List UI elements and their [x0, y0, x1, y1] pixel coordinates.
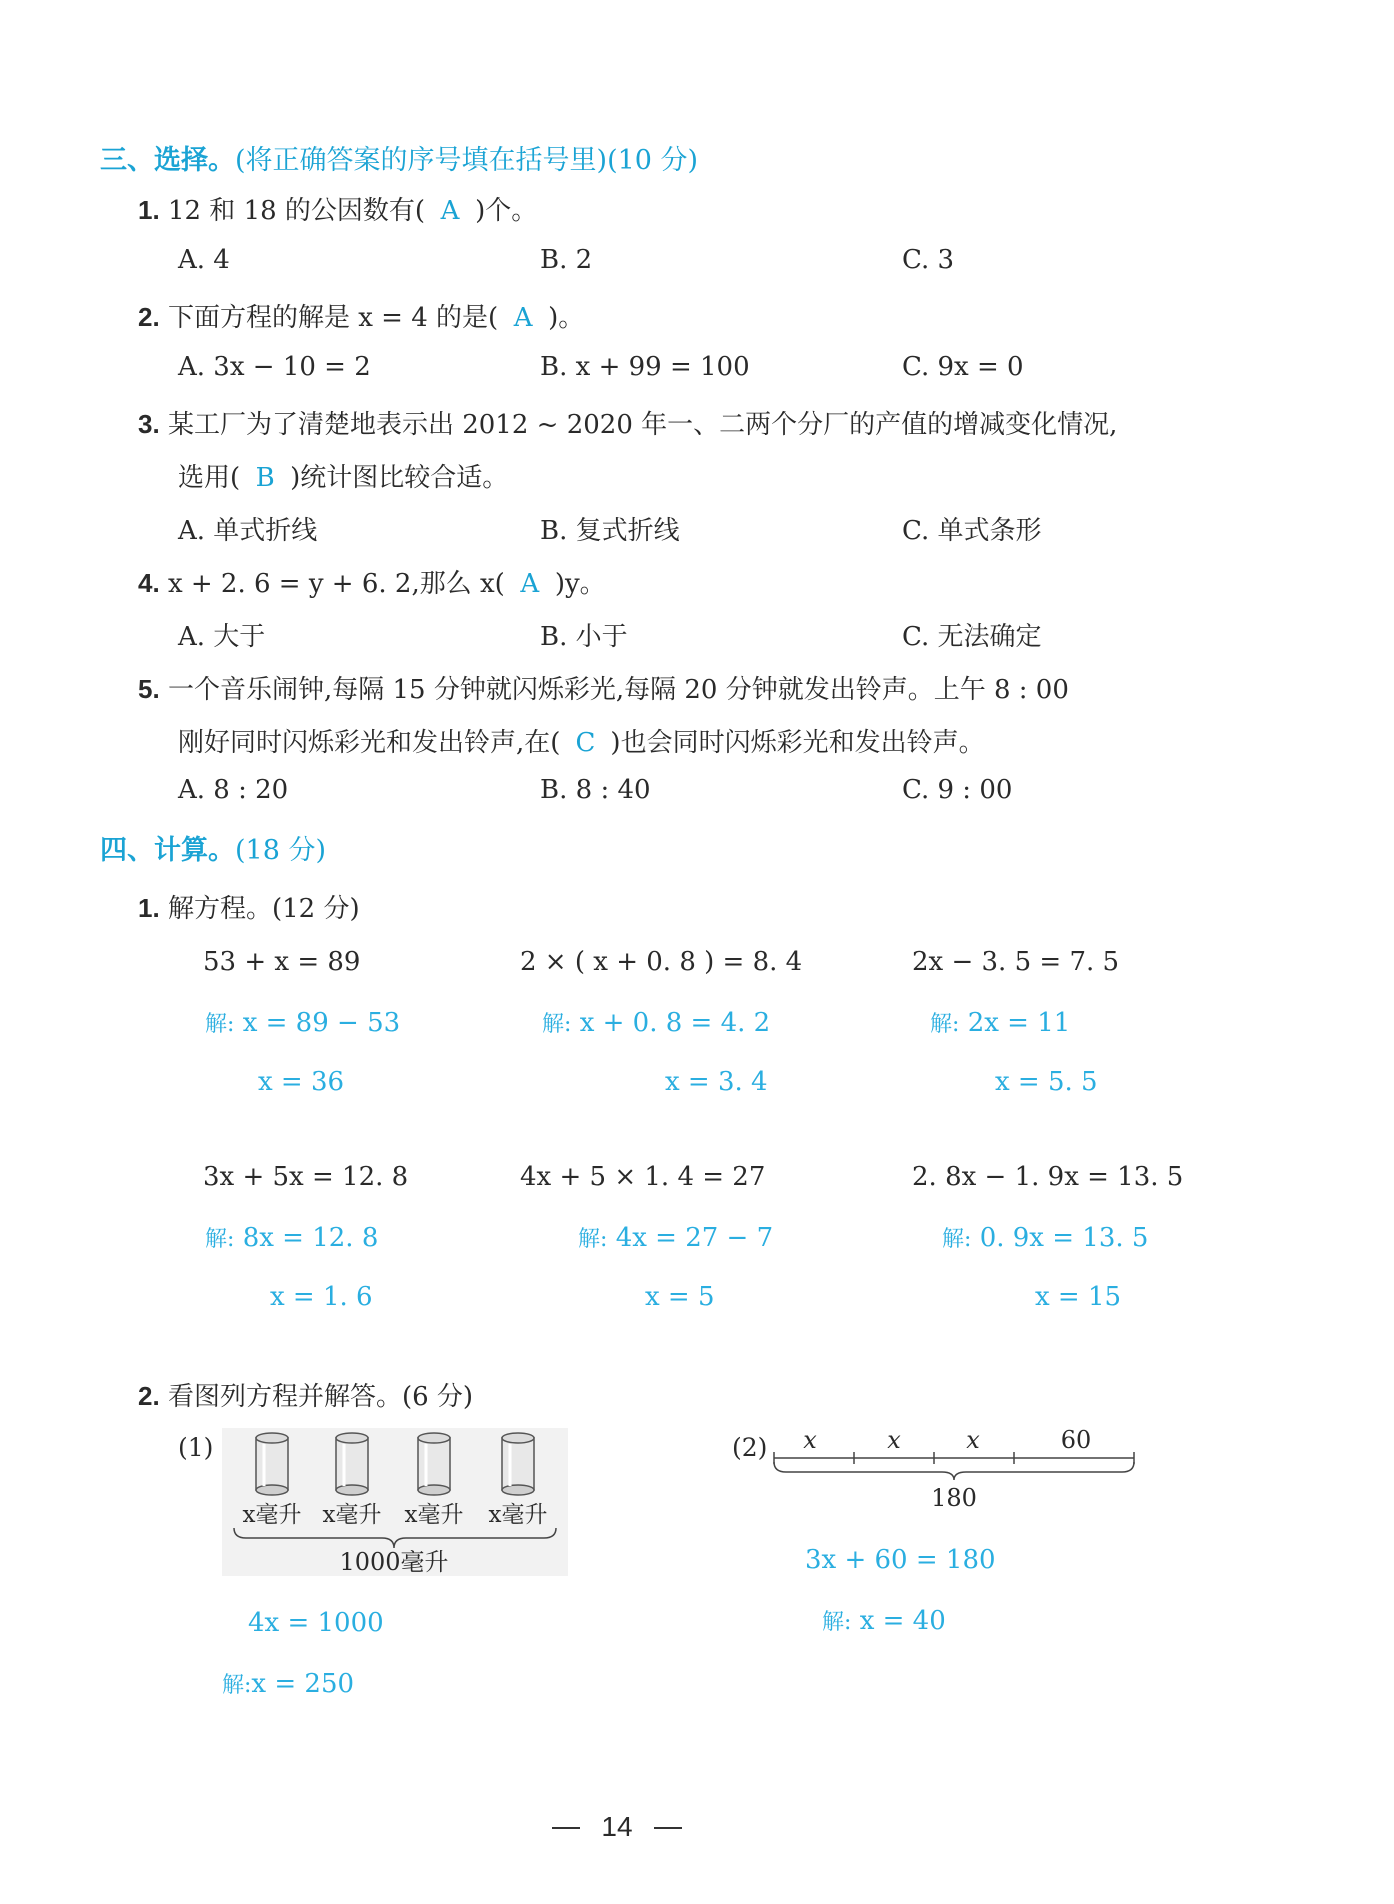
solution-step-1 [205, 1222, 378, 1253]
question-number: 1. [138, 195, 160, 225]
option-b: B. x + 99 = 100 [540, 352, 750, 382]
option-a: A. 4 [178, 245, 230, 275]
option-b: B. 2 [540, 245, 593, 275]
answer-fill: B [255, 463, 275, 493]
segment-label: x [966, 1426, 980, 1454]
option-c: C. 9x = 0 [902, 352, 1024, 382]
solution-step-2: x = 5. 5 [995, 1067, 1098, 1097]
answer-fill: A [520, 569, 540, 599]
question-number: 5. [138, 674, 160, 704]
question-5-line2 [178, 722, 985, 759]
answer-fill: A [440, 196, 460, 226]
solution-step-1 [205, 1007, 400, 1038]
segment-label: x [887, 1426, 901, 1454]
option-a: A. 3x − 10 = 2 [178, 352, 371, 382]
equation: 3x + 5x = 12. 8 [203, 1162, 409, 1192]
figure-1-label: (1) [178, 1433, 214, 1462]
figure-1-solution [222, 1668, 354, 1699]
question-number: 3. [138, 409, 160, 439]
cylinder-icon [502, 1433, 534, 1495]
step-text: 0. 9x = 13. 5 [979, 1223, 1149, 1253]
part-number: 1. [138, 893, 160, 923]
answer-fill: A [513, 303, 533, 333]
cylinder-icon [336, 1433, 368, 1495]
jie-label: 解: [542, 1012, 572, 1037]
brace-line [234, 1528, 556, 1548]
section-3-subtitle: (将正确答案的序号填在括号里)(10 分) [235, 145, 699, 176]
jie-label: 解: [930, 1012, 960, 1037]
question-text-end: )y。 [554, 569, 606, 599]
page-footer [552, 1811, 682, 1842]
cylinder-icon [418, 1433, 450, 1495]
footer-dash [654, 1827, 682, 1829]
solution-step-2: x = 36 [258, 1067, 345, 1097]
step-text: x = 40 [859, 1606, 946, 1636]
equation: 4x + 5 × 1. 4 = 27 [520, 1162, 766, 1192]
jie-label: 解: [205, 1012, 235, 1037]
option-c: C. 无法确定 [902, 622, 1042, 652]
solution-step-2: x = 5 [645, 1282, 715, 1312]
question-5 [138, 669, 1069, 706]
question-number: 4. [138, 568, 160, 598]
cup-label: x毫升 [242, 1502, 302, 1528]
segment-label: 60 [1060, 1426, 1092, 1454]
jie-label: 解: [205, 1227, 235, 1252]
cylinders-figure [222, 1428, 568, 1576]
segment-label: x [803, 1426, 817, 1454]
total-label: 1000毫升 [339, 1548, 449, 1576]
part-number: 2. [138, 1381, 160, 1411]
option-c: C. 单式条形 [902, 516, 1042, 546]
step-text: x = 89 − 53 [242, 1008, 401, 1038]
section-4-subtitle: (18 分) [235, 835, 327, 866]
footer-dash [552, 1827, 580, 1829]
step-text: x + 0. 8 = 4. 2 [579, 1008, 771, 1038]
part-2-heading [138, 1376, 473, 1413]
solution-step-2: x = 3. 4 [665, 1067, 768, 1097]
question-2 [138, 297, 584, 334]
step-text: x = 250 [251, 1669, 355, 1699]
option-b: B. 小于 [540, 622, 628, 652]
step-text: 4x = 27 − 7 [615, 1223, 774, 1253]
jie-label: 解: [822, 1610, 852, 1635]
question-text: 下面方程的解是 x = 4 的是( [167, 303, 499, 333]
question-text-end: )。 [548, 303, 585, 333]
step-text: 8x = 12. 8 [242, 1223, 379, 1253]
jie-label: 解: [578, 1227, 608, 1252]
solution-step-1 [930, 1007, 1070, 1038]
option-a: A. 大于 [178, 622, 266, 652]
part-title: 解方程。(12 分) [167, 894, 360, 924]
part-title: 看图列方程并解答。(6 分) [167, 1382, 474, 1412]
part-1-heading [138, 888, 360, 925]
segment-diagram [770, 1418, 1140, 1508]
page-number: 14 [601, 1811, 633, 1842]
question-text-end: )也会同时闪烁彩光和发出铃声。 [610, 728, 985, 758]
question-text: 12 和 18 的公因数有( [167, 196, 426, 226]
solution-step-1 [578, 1222, 773, 1253]
question-text: x + 2. 6 = y + 6. 2,那么 x( [167, 569, 505, 599]
option-b: B. 复式折线 [540, 516, 680, 546]
figure-2-solution [822, 1605, 946, 1636]
section-3-heading [100, 138, 698, 177]
question-number: 2. [138, 302, 160, 332]
section-3-title: 三、选择。 [100, 145, 235, 176]
equation: 2 × ( x + 0. 8 ) = 8. 4 [520, 947, 803, 977]
option-c: C. 3 [902, 245, 955, 275]
question-1 [138, 190, 537, 227]
figure-2-label: (2) [732, 1433, 768, 1462]
jie-label: 解: [942, 1227, 972, 1252]
equation: 2. 8x − 1. 9x = 13. 5 [912, 1162, 1184, 1192]
equation: 53 + x = 89 [203, 947, 361, 977]
equation: 2x − 3. 5 = 7. 5 [912, 947, 1120, 977]
step-text: 2x = 11 [967, 1008, 1071, 1038]
jie-label: 解: [222, 1673, 252, 1698]
cylinder-icon [256, 1433, 288, 1495]
option-b: B. 8 : 40 [540, 775, 651, 805]
solution-step-2: x = 15 [1035, 1282, 1122, 1312]
answer-fill: C [575, 728, 596, 758]
question-3-line2 [178, 457, 508, 494]
solution-step-1 [942, 1222, 1148, 1253]
solution-step-1 [542, 1007, 770, 1038]
cup-label: x毫升 [488, 1502, 548, 1528]
option-a: A. 单式折线 [178, 516, 318, 546]
solution-step-2: x = 1. 6 [270, 1282, 373, 1312]
option-c: C. 9 : 00 [902, 775, 1013, 805]
figure-2-equation: 3x + 60 = 180 [805, 1545, 996, 1575]
question-text-line1: 一个音乐闹钟,每隔 15 分钟就闪烁彩光,每隔 20 分钟就发出铃声。上午 8 : 00 [167, 675, 1069, 705]
section-4-title: 四、计算。 [100, 835, 235, 866]
cup-label: x毫升 [322, 1502, 382, 1528]
section-4-heading [100, 828, 326, 867]
option-a: A. 8 : 20 [178, 775, 289, 805]
question-text-end: )统计图比较合适。 [290, 463, 509, 493]
question-text: 选用( [178, 463, 241, 493]
question-text: 刚好同时闪烁彩光和发出铃声,在( [178, 728, 561, 758]
question-text-end: )个。 [475, 196, 538, 226]
total-label: 180 [931, 1484, 977, 1508]
question-text-line1: 某工厂为了清楚地表示出 2012 ~ 2020 年一、二两个分厂的产值的增减变化情况, [167, 410, 1118, 440]
figure-1-equation: 4x = 1000 [248, 1608, 384, 1638]
question-3 [138, 404, 1117, 441]
cup-label: x毫升 [404, 1502, 464, 1528]
brace-line [774, 1462, 1134, 1480]
question-4 [138, 563, 606, 600]
